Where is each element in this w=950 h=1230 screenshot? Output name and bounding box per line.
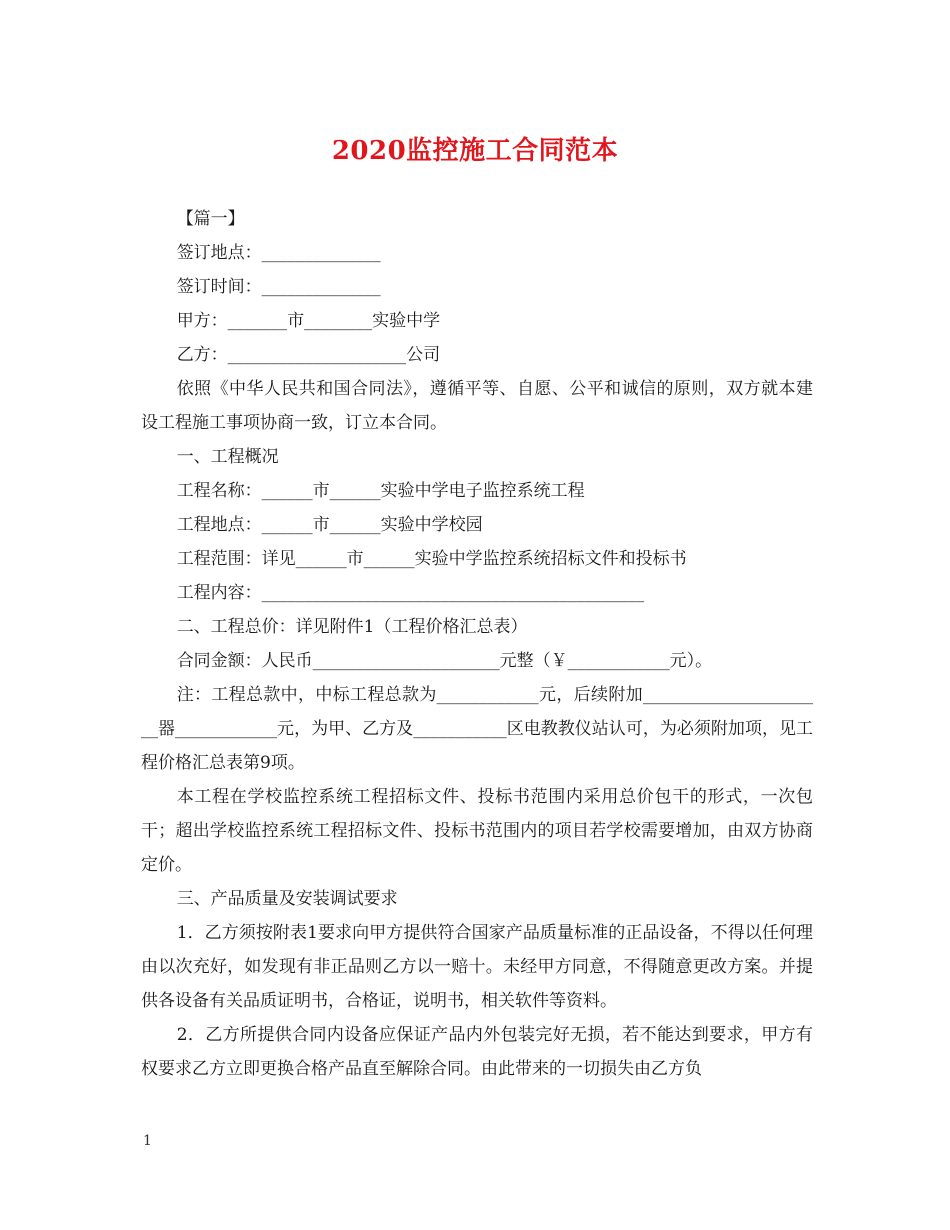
preamble-paragraph: 依照《中华人民共和国合同法》，遵循平等、自愿、公平和诚信的原则，双方就本建设工程施工事项协商一致，订立本合同。 [141, 379, 813, 433]
signing-place-line: 签订地点：______________ [176, 243, 381, 263]
section-heading-part-one: 【篇一】 [176, 209, 245, 229]
document-title: 2020监控施工合同范本 [331, 136, 619, 166]
signing-time-line: 签订时间：______________ [176, 277, 381, 297]
project-content-line: 工程内容：_____________________________________________ [176, 583, 645, 603]
project-location-line: 工程地点：______市______实验中学校园 [176, 515, 483, 535]
page-number: 1 [143, 1133, 152, 1149]
section-heading-total-price: 二、工程总价：详见附件1（工程价格汇总表） [176, 617, 528, 637]
party-a-line: 甲方：_______市________实验中学 [176, 311, 441, 331]
quality-clause-2: 2．乙方所提供合同内设备应保证产品内外包装完好无损，若不能达到要求，甲方有权要求乙方立即更换合格产品直至解除合同。由此带来的一切损失由乙方负 [141, 1025, 813, 1079]
project-name-line: 工程名称：______市______实验中学电子监控系统工程 [176, 481, 585, 501]
section-heading-quality: 三、产品质量及安装调试要求 [176, 889, 398, 909]
section-heading-overview: 一、工程概况 [176, 447, 279, 467]
quality-clause-1: 1．乙方须按附表1要求向甲方提供符合国家产品质量标准的正品设备，不得以任何理由以次充好，如发现有非正品则乙方以一赔十。未经甲方同意，不得随意更改方案。并提供各设备有关品质证明书，合格证，说明书，相关软件等资料。 [141, 923, 813, 1011]
document-body [141, 202, 813, 1086]
note-paragraph: 注：工程总款中，中标工程总款为____________元，后续附加______________________器____________元，为甲、乙方及___________区电教教仪站认可，为必须附加项，见工程价格汇总表第9项。 [141, 685, 813, 773]
contract-amount-line: 合同金额：人民币______________________元整（￥____________元）。 [176, 651, 713, 671]
party-b-line: 乙方：_____________________公司 [176, 345, 441, 365]
lump-sum-paragraph: 本工程在学校监控系统工程招标文件、投标书范围内采用总价包干的形式，一次包干；超出学校监控系统工程招标文件、投标书范围内的项目若学校需要增加，由双方协商定价。 [141, 787, 813, 875]
project-scope-line: 工程范围：详见______市______实验中学监控系统招标文件和投标书 [176, 549, 687, 569]
